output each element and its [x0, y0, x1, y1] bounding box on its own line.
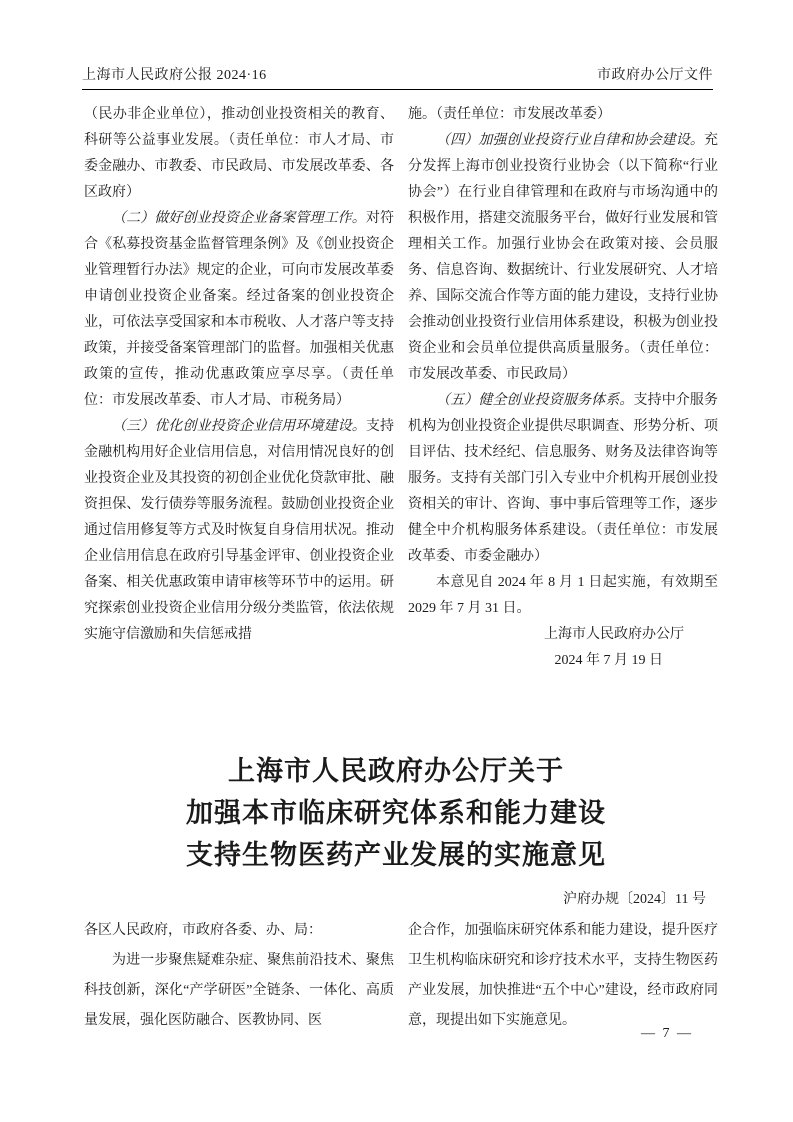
para-heading: （五）健全创业投资服务体系。: [436, 393, 634, 408]
article2-columns: [84, 916, 718, 1036]
header-gazette-title: 上海市人民政府公报 2024·16: [82, 68, 267, 83]
paragraph: [84, 414, 394, 648]
para-body: （民办非企业单位），推动创业投资相关的教育、科研等公益事业发展。（责任单位：市人才局、市委金融办、市教委、市民政局、市发展改革委、各区政府）: [84, 107, 394, 200]
paragraph: [84, 946, 394, 1036]
para-body: 支持金融机构用好企业信用信息，对信用情况良好的创业投资企业及其投资的初创企业优化贷款审批、融资担保、发行债券等服务流程。鼓励创业投资企业通过信用修复等方式及时恢复自身信用状况。推动企业信用信息在政府引导基金评审、创业投资企业备案、相关优惠政策申请审核等环节中的运用。研究探索创业投资企业信用分级分类监管，依法依规实施守信激励和失信惩戒措: [84, 419, 395, 642]
para-body: 对符合《私募投资基金监督管理条例》及《创业投资企业管理暂行办法》规定的企业，可向市发展改革委申请创业投资企业备案。经过备案的创业投资企业，可依法享受国家和本市税收、人才落户等支持政策，并接受备案管理部门的监督。加强相关优惠政策的宣传，推动优惠政策应享尽享。（责任单位：市发展改革委、市人才局、市税务局）: [84, 211, 395, 408]
paragraph: [408, 388, 718, 570]
para-body: 企合作，加强临床研究体系和能力建设，提升医疗卫生机构临床研究和诊疗技术水平，支持生物医药产业发展，加快推进“五个中心”建设，经市政府同意，现提出如下实施意见。: [408, 923, 718, 1028]
para-body: 支持中介服务机构为创业投资企业提供尽职调查、形势分析、项目评估、技术经纪、信息服务、财务及法律咨询等服务。支持有关部门引入专业中介机构开展创业投资相关的审计、咨询、事中事后管理等工作，逐步健全中介机构服务体系建设。（责任单位：市发展改革委、市委金融办）: [408, 393, 719, 564]
para-heading: （四）加强创业投资行业自律和协会建设。: [436, 133, 704, 148]
article1-right-column: [408, 102, 718, 674]
signature: 上海市人民政府办公厅: [544, 627, 684, 642]
header-section-label: 市政府办公厅文件: [597, 68, 713, 83]
para-body: 为进一步聚焦疑难杂症、聚焦前沿技术、聚焦科技创新，深化“产学研医”全链条、一体化、高质量发展，强化医防融合、医教协同、医: [84, 953, 394, 1028]
article2-left-column: [84, 916, 394, 1036]
header-rule: [82, 89, 713, 90]
document-title-line3: 支持生物医药产业发展的实施意见: [186, 840, 606, 870]
para-heading: （三）优化创业投资企业信用环境建设。: [112, 419, 366, 434]
paragraph: [408, 916, 718, 1036]
document-title-line1: 上海市人民政府办公厅关于: [228, 756, 564, 786]
page-header: [82, 64, 713, 84]
salutation: [84, 916, 394, 946]
paragraph: [408, 102, 718, 128]
para-body: 充分发挥上海市创业投资行业协会（以下简称“行业协会”）在行业自律管理和在政府与市场沟通中的积极作用，搭建交流服务平台，做好行业发展和管理相关工作。加强行业协会在政策对接、会员服务、信息咨询、数据统计、行业发展研究、人才培养、国际交流合作等方面的能力建设，支持行业协会推动创业投资行业信用体系建设，积极为创业投资企业和会员单位提供高质量服务。（责任单位：市发展改革委、市民政局）: [408, 133, 718, 382]
paragraph: [84, 206, 394, 414]
paragraph: [408, 570, 718, 622]
para-heading: （二）做好创业投资企业备案管理工作。: [112, 211, 366, 226]
para-body: 本意见自 2024 年 8 月 1 日起实施，有效期至 2029 年 7 月 31 日。: [408, 575, 718, 616]
article1-columns: [84, 102, 718, 674]
article1-left-column: [84, 102, 394, 674]
document-number: 沪府办规〔2024〕11 号: [563, 892, 706, 907]
page-number: — 7 —: [641, 1026, 693, 1041]
paragraph: [408, 128, 718, 388]
document-title: [84, 750, 708, 876]
document-title-line2: 加强本市临床研究体系和能力建设: [186, 798, 606, 828]
article2-right-column: [408, 916, 718, 1036]
paragraph: [84, 102, 394, 206]
para-body: 各区人民政府，市政府各委、办、局：: [84, 923, 322, 938]
para-body: 施。（责任单位：市发展改革委）: [408, 107, 611, 122]
signature-date: 2024 年 7 月 19 日: [554, 653, 663, 668]
